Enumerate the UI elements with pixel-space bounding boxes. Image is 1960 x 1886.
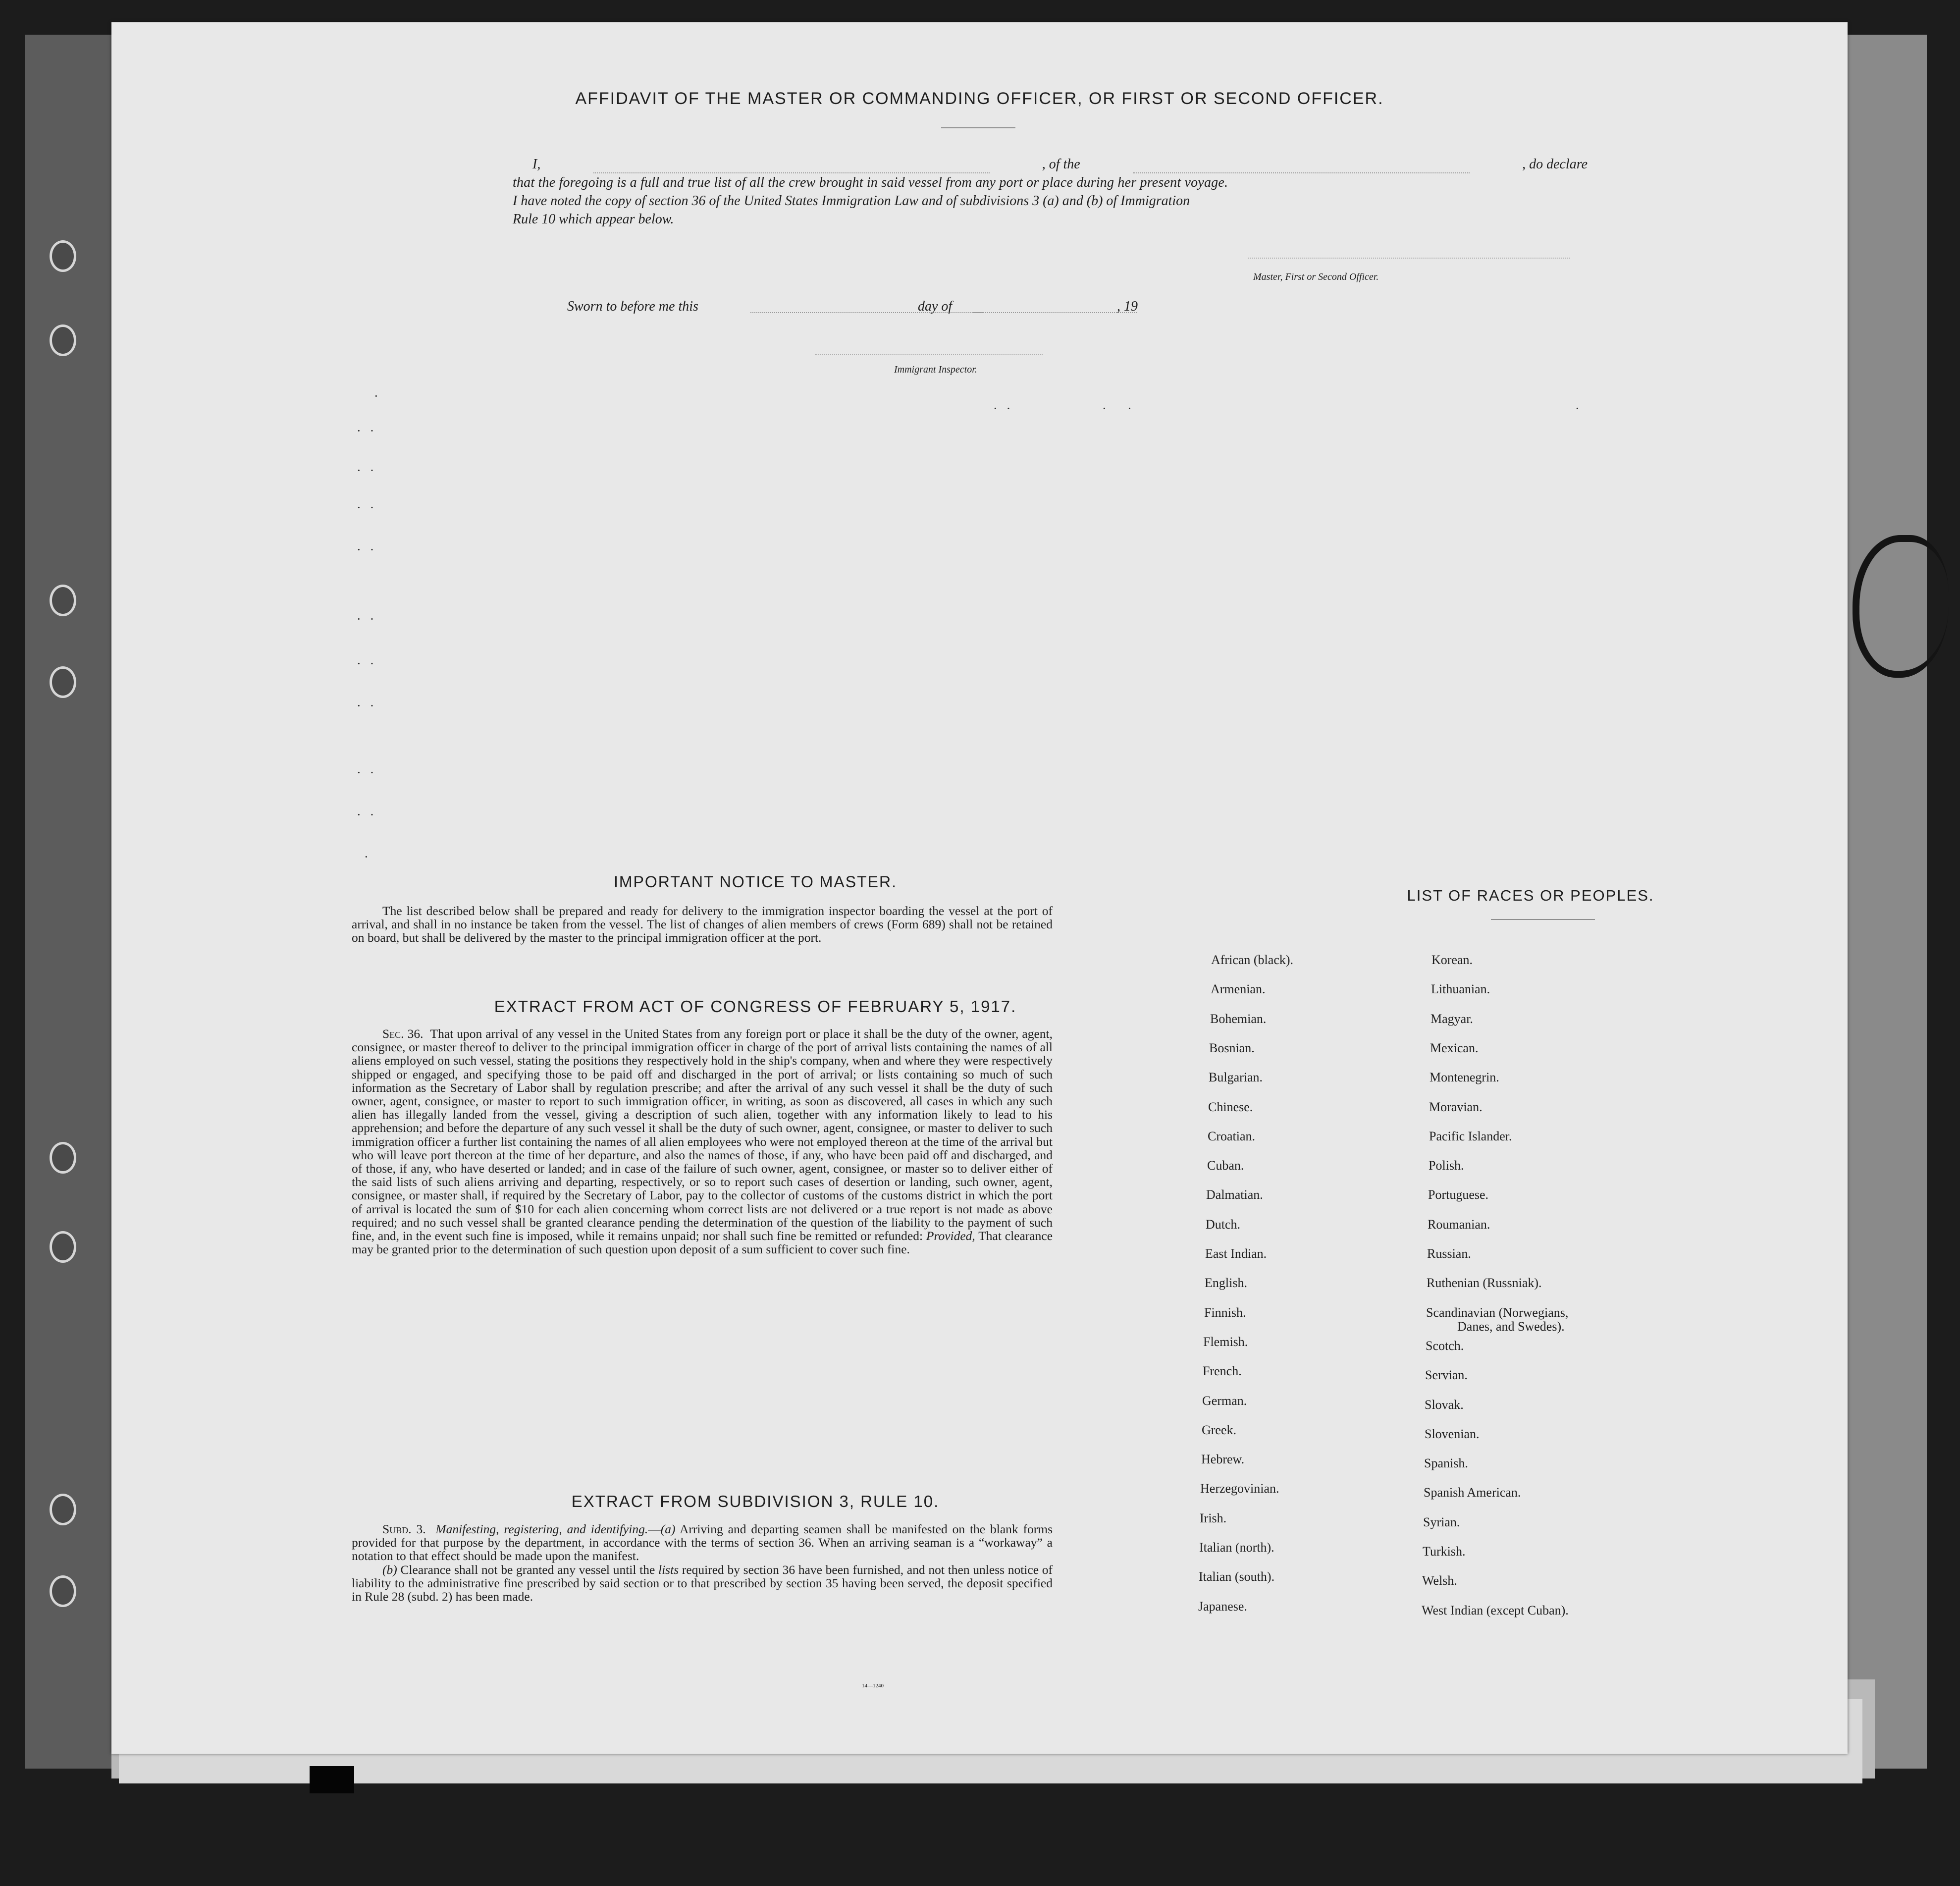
race-item: German.: [1202, 1393, 1247, 1408]
race-item: Herzegovinian.: [1200, 1481, 1279, 1496]
race-item: East Indian.: [1205, 1246, 1267, 1261]
master-signature-label: Master, First or Second Officer.: [1253, 271, 1379, 282]
race-item: Italian (south).: [1199, 1569, 1275, 1584]
year-label: , 19: [1117, 299, 1138, 314]
speck: ··: [357, 463, 383, 478]
proviso-text: That clearance may be granted prior to the determination of such question upon deposit of a sum sufficient to cover such fine.: [352, 1229, 1053, 1257]
race-item: Cuban.: [1207, 1158, 1244, 1173]
affidavit-title: AFFIDAVIT OF THE MASTER OR COMMANDING OFFICER, OR FIRST OR SECOND OFFICER.: [575, 89, 1384, 108]
para-a-label: (a): [660, 1522, 676, 1536]
race-item: Finnish.: [1204, 1305, 1246, 1320]
race-item: Welsh.: [1422, 1573, 1457, 1588]
race-item: Bohemian.: [1210, 1011, 1267, 1026]
race-item: Spanish American.: [1424, 1485, 1521, 1500]
race-item: French.: [1203, 1364, 1242, 1379]
race-item: Armenian.: [1211, 982, 1266, 997]
race-item: Italian (north).: [1199, 1540, 1274, 1555]
race-item: Pacific Islander.: [1429, 1129, 1512, 1143]
speck: ··: [357, 765, 383, 780]
race-item: Lithuanian.: [1431, 982, 1490, 997]
race-item: Dalmatian.: [1206, 1187, 1263, 1202]
affidavit-i: I,: [532, 157, 541, 172]
race-item: Greek.: [1202, 1422, 1237, 1437]
inspector-label: Immigrant Inspector.: [894, 364, 977, 375]
para-b-label: (b): [382, 1562, 397, 1577]
race-item: Croatian.: [1208, 1129, 1256, 1143]
binder-hole: [50, 1231, 76, 1263]
affidavit-line-2: that the foregoing is a full and true list of all the crew brought in said vessel from any port or place during her present voyage.: [513, 175, 1228, 190]
binder-hole: [50, 240, 76, 272]
race-item: Bulgarian.: [1209, 1070, 1263, 1085]
speck: ··: [357, 808, 383, 822]
race-item: Portuguese.: [1428, 1187, 1489, 1202]
proviso-label: Provided,: [926, 1229, 975, 1243]
day-of-label: day of: [918, 299, 953, 314]
race-item: Servian.: [1425, 1368, 1468, 1383]
race-item: Russian.: [1427, 1246, 1471, 1261]
races-list: [111, 22, 1848, 1754]
race-item: Hebrew.: [1201, 1452, 1245, 1467]
race-item: Moravian.: [1429, 1099, 1483, 1114]
race-item-continuation: Danes, and Swedes).: [1457, 1319, 1565, 1334]
race-item: African (black).: [1211, 953, 1294, 967]
race-item: Polish.: [1429, 1158, 1464, 1173]
form-number: 14—1240: [862, 1683, 884, 1689]
extract-rule-title: EXTRACT FROM SUBDIVISION 3, RULE 10.: [571, 1492, 940, 1510]
notice-text: The list described below shall be prepared and ready for delivery to the immigration inspector boarding the vessel at the port of arrival, and shall in no instance be taken from the vessel. The list of changes of alien members of crews (Form 689) shall not be retained on board, but shall be delivered by the master to the principal immigration officer at the port.: [352, 904, 1053, 945]
binder-hole: [50, 666, 76, 698]
race-item: Flemish.: [1203, 1334, 1248, 1349]
subd-label: Subd. 3.: [382, 1522, 426, 1536]
sworn-label: Sworn to before me this: [567, 299, 698, 314]
affidavit-line-3: I have noted the copy of section 36 of the United States Immigration Law and of subdivisions 3 (a) and (b) of Immigration: [513, 193, 1190, 209]
subd-a-text: Subd. 3. Manifesting, registering, and identifying.—(a) Arriving and departing seamen shall be manifested on the blank forms provided for that purpose by the department, in accordance with the terms of section 36. When an arriving seaman is a “workaway” a notation to that effect should be made upon the manifest.: [352, 1522, 1053, 1563]
para-b-2: required by section 36 have been furnished, and not then unless notice of liability to the administrative fine prescribed by said section or to that prescribed by section 35 having been served, the deposit specified in Rule 28 (subd. 2) has been made.: [352, 1562, 1053, 1604]
subd-heading: Manifesting, registering, and identifying.: [435, 1522, 648, 1536]
race-item: Dutch.: [1206, 1217, 1241, 1232]
race-item: English.: [1205, 1276, 1247, 1291]
para-b-1: Clearance shall not be granted any vessel until the: [400, 1562, 655, 1577]
race-item: Roumanian.: [1428, 1217, 1490, 1232]
speck: ··: [357, 612, 383, 626]
race-item: Japanese.: [1198, 1599, 1247, 1614]
race-item: Chinese.: [1208, 1099, 1253, 1114]
speck: ·: [1575, 401, 1589, 416]
speck: ·: [374, 389, 387, 403]
race-item: Slovak.: [1425, 1397, 1464, 1412]
speck: ·: [364, 850, 377, 864]
section-text: That upon arrival of any vessel in the United States from any foreign port or place it shall be the duty of the owner, agent, consignee, or master thereof to deliver to the principal immigration officer in charge of the port of arrival lists containing the names of all aliens employed on such vessel, stating the positions they respectively hold in the ship's company, when and where they were respectively shipped or engaged, and specifying those to be paid off and discharged in the port of arrival; or lists containing so much of such information as the Secretary of Labor shall by regulation prescribe; and after the arrival of any such vessel it shall be the duty of such owner, agent, consignee, or master to report to such immigration officer, in writing, as soon as discovered, all cases in which any such alien has illegally landed from the vessel, giving a description of such alien, together with any information likely to lead to his apprehension; and before the departure of any such vessel it shall be the duty of such owner, agent, consignee, or master to deliver to such immigration officer a further list containing the names of all alien employees who were not employed thereon at the time of the arrival but who will leave port thereon at the time of her departure, and also the names of those, if any, who have been paid off and discharged, and of those, if any, who have deserted or landed; and in case of the failure of such owner, agent, consignee, or master so to deliver either of the said lists of such aliens arriving and departing, respectively, or so to report such cases of desertion or landing, such owner, agent, consignee, or master shall, if required by the Secretary of Labor, pay to the collector of customs of the customs district in which the port of arrival is located the sum of $10 for each alien concerning whom correct lists are not delivered or a true report is not made as above required; and no such vessel shall be granted clearance pending the determination of the question of the liability to the payment of such fine, and, in the event such fine is imposed, while it remains unpaid; nor shall such fine be remitted or refunded:: [352, 1026, 1053, 1243]
race-item: Spanish.: [1424, 1456, 1468, 1471]
race-item: Irish.: [1200, 1510, 1227, 1525]
binder-hole: [50, 324, 76, 356]
race-item: Syrian.: [1423, 1514, 1460, 1529]
speck: ··: [357, 699, 383, 713]
race-item: Magyar.: [1430, 1011, 1473, 1026]
handwritten-mark: [1853, 535, 1949, 678]
extract-act-title: EXTRACT FROM ACT OF CONGRESS OF FEBRUARY 5, 1917.: [494, 997, 1017, 1016]
race-item: Korean.: [1431, 953, 1473, 967]
binder-clip: [310, 1766, 354, 1793]
binder-hole: [50, 1494, 76, 1525]
race-item: Ruthenian (Russniak).: [1427, 1276, 1542, 1291]
races-title: LIST OF RACES OR PEOPLES.: [1407, 887, 1654, 904]
speck: ··: [993, 401, 1020, 416]
binder-hole: [50, 1575, 76, 1607]
race-item: Scotch.: [1426, 1338, 1464, 1353]
document-page: [111, 22, 1848, 1754]
race-item: Scandinavian (Norwegians,: [1426, 1305, 1569, 1320]
para-a: Arriving and departing seamen shall be manifested on the blank forms provided for that purpose by the department, in accordance with the terms of section 36. When an arriving seaman is a “workaway” a notation to that effect should be made upon the manifest.: [352, 1522, 1053, 1563]
section-label: Sec. 36.: [382, 1026, 424, 1041]
affidavit-line-4: Rule 10 which appear below.: [513, 212, 674, 227]
para-b-lists: lists: [658, 1562, 679, 1577]
race-item: Slovenian.: [1425, 1426, 1480, 1441]
race-item: Mexican.: [1430, 1040, 1479, 1055]
speck: ··: [357, 542, 383, 557]
notice-title: IMPORTANT NOTICE TO MASTER.: [614, 873, 897, 891]
race-item: Montenegrin.: [1430, 1070, 1499, 1085]
speck: ··: [357, 656, 383, 671]
race-item: Turkish.: [1423, 1544, 1466, 1559]
binder-hole: [50, 585, 76, 616]
race-item: West Indian (except Cuban).: [1422, 1603, 1569, 1617]
binder-hole: [50, 1142, 76, 1174]
speck: ··: [357, 424, 383, 438]
speck: ··: [357, 500, 383, 515]
affidavit-of-the: , of the: [1042, 157, 1080, 172]
speck: · ·: [1102, 401, 1141, 416]
affidavit-do-declare: , do declare: [1522, 157, 1588, 172]
race-item: Bosnian.: [1209, 1040, 1255, 1055]
